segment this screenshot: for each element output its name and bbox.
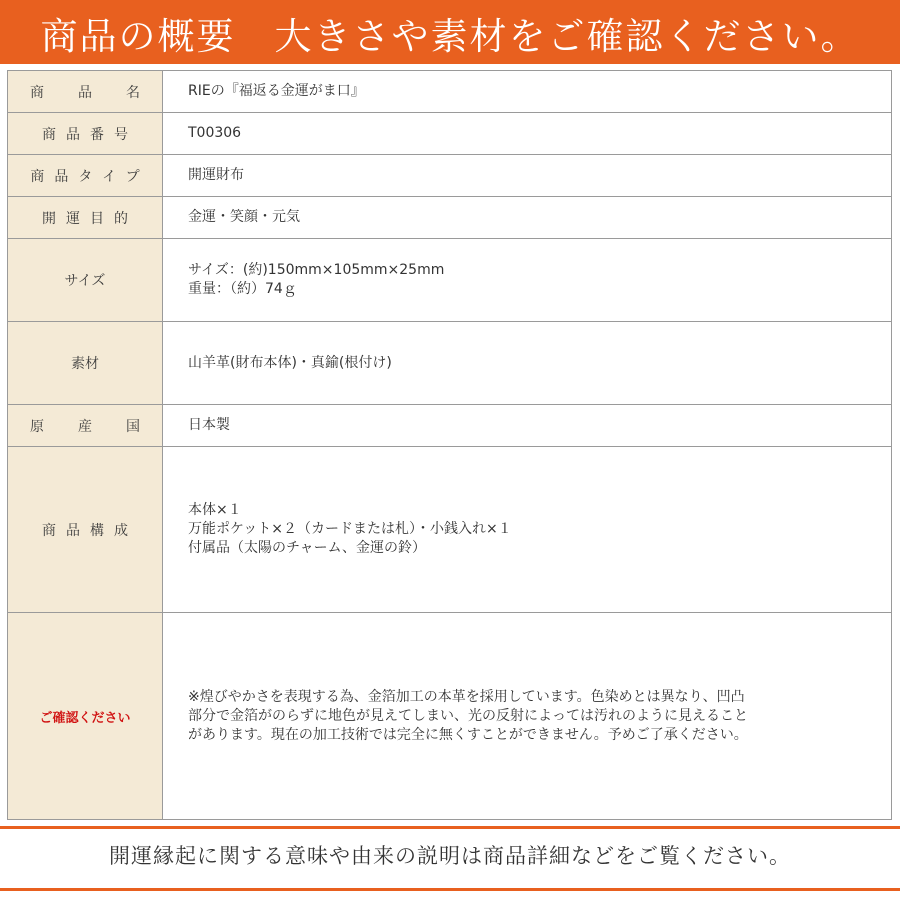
row-value: サイズ：(約)150mm×105mm×25mm 重量：（約）74ｇ (163, 239, 892, 322)
banner-title: 商品の概要 大きさや素材をご確認ください。 (40, 15, 860, 58)
product-spec-table (7, 70, 892, 820)
row-label: 商品番号 (8, 113, 163, 155)
page-banner (0, 0, 900, 64)
row-value: 日本製 (163, 405, 892, 447)
row-label: 商品タイプ (8, 155, 163, 197)
table-row-contents (8, 447, 892, 613)
row-value: 金運・笑顔・元気 (163, 197, 892, 239)
footer-note: 開運縁起に関する意味や由来の説明は商品詳細などをご覧ください。 (109, 844, 791, 868)
table-row-purpose (8, 197, 892, 239)
table-row-size (8, 239, 892, 322)
table-row-product-type (8, 155, 892, 197)
row-label: 商品構成 (8, 447, 163, 613)
notice-label: ご確認ください (8, 613, 163, 820)
footer-bottom-rule (0, 888, 900, 891)
table-row-product-number (8, 113, 892, 155)
row-label: 開運目的 (8, 197, 163, 239)
row-value: RIEの『福返る金運がま口』 (163, 71, 892, 113)
row-label: サイズ (8, 239, 163, 322)
row-label: 素材 (8, 322, 163, 405)
notice-text: ※煌びやかさを表現する為、金箔加工の本革を採用しています。色染めとは異なり、凹凸 部分で金箔がのらずに地色が見えてしまい、光の反射によっては汚れのように見えること があります。現在の加工技術では完全に無くすことができません。予めご了承ください。 (163, 613, 892, 820)
row-value: 山羊革(財布本体)・真鍮(根付け) (163, 322, 892, 405)
table-row-material (8, 322, 892, 405)
table-row-notice (8, 613, 892, 820)
table-row-product-name (8, 71, 892, 113)
row-label: 原 産 国 (8, 405, 163, 447)
row-value: T00306 (163, 113, 892, 155)
row-value: 本体×１ 万能ポケット×２（カードまたは札）・小銭入れ×１ 付属品（太陽のチャーム、金運の鈴） (163, 447, 892, 613)
table-row-origin (8, 405, 892, 447)
row-value: 開運財布 (163, 155, 892, 197)
footer-top-rule (0, 826, 900, 829)
row-label: 商 品 名 (8, 71, 163, 113)
